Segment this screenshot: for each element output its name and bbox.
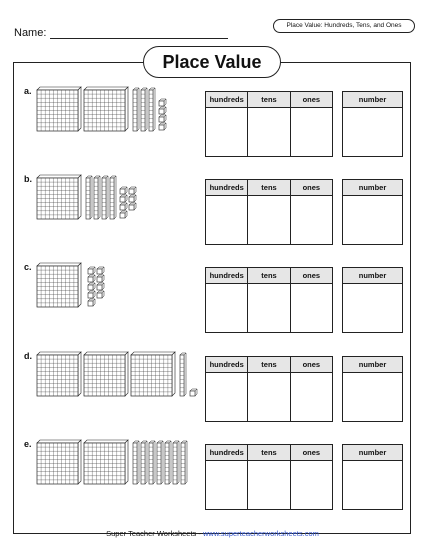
tens-rod [181,441,187,484]
hundreds-header: hundreds [206,357,247,373]
ones-cube [97,275,104,282]
column-ones [290,180,332,244]
hundreds-answer-cell[interactable] [206,196,247,244]
hundreds-block [84,352,128,396]
base-ten-blocks [35,351,200,411]
ones-cube [129,195,136,202]
number-box [342,179,403,245]
tens-rod [133,88,139,131]
column-tens [247,92,289,156]
column-hundreds [206,357,247,421]
ones-cube [159,123,166,130]
number-answer-cell[interactable] [343,108,402,156]
problem-label: d. [24,351,32,361]
tens-answer-cell[interactable] [248,461,289,509]
problem-label: e. [24,439,32,449]
tens-rod [141,88,147,131]
footer [0,529,425,538]
hundreds-answer-cell[interactable] [206,284,247,332]
column-hundreds [206,92,247,156]
tens-header: tens [248,445,289,461]
tens-rod [165,441,171,484]
topic-tag: Place Value: Hundreds, Tens, and Ones [273,19,415,33]
column-hundreds [206,268,247,332]
number-box [342,356,403,422]
column-ones [290,357,332,421]
ones-cube [97,291,104,298]
tens-header: tens [248,268,289,284]
column-ones [290,92,332,156]
hundreds-block [37,263,81,307]
ones-cube [88,267,95,274]
hundreds-answer-cell[interactable] [206,461,247,509]
hundreds-header: hundreds [206,445,247,461]
hundreds-answer-cell[interactable] [206,108,247,156]
footer-separator: - [196,529,203,538]
number-answer-cell[interactable] [343,461,402,509]
column-tens [247,268,289,332]
column-tens [247,357,289,421]
tens-answer-cell[interactable] [248,373,289,421]
hundreds-block [84,440,128,484]
number-answer-cell[interactable] [343,196,402,244]
column-tens [247,180,289,244]
tens-rod [180,353,186,396]
place-value-table [205,444,333,510]
ones-cube [88,283,95,290]
base-ten-blocks [35,439,200,499]
tens-rod [141,441,147,484]
column-hundreds [206,180,247,244]
ones-cube [129,203,136,210]
hundreds-answer-cell[interactable] [206,373,247,421]
ones-cube [120,211,127,218]
tens-answer-cell[interactable] [248,108,289,156]
tens-header: tens [248,92,289,108]
ones-cube [190,389,197,396]
tens-rod [173,441,179,484]
problem-label: a. [24,86,32,96]
number-header: number [343,268,402,284]
problem-label: b. [24,174,32,184]
tens-rod [157,441,163,484]
place-value-table [205,179,333,245]
ones-cube [159,99,166,106]
problem-label: c. [24,262,32,272]
ones-cube [159,107,166,114]
hundreds-block [37,352,81,396]
place-value-table [205,267,333,333]
number-header: number [343,357,402,373]
ones-answer-cell[interactable] [291,461,332,509]
number-answer-cell[interactable] [343,284,402,332]
hundreds-block [84,87,128,131]
name-label: Name: [14,27,47,39]
column-ones [290,268,332,332]
number-box [342,91,403,157]
tens-rod [133,441,139,484]
tens-rod [149,441,155,484]
tens-header: tens [248,357,289,373]
ones-cube [129,187,136,194]
tens-header: tens [248,180,289,196]
tens-rod [110,176,116,219]
number-box [342,444,403,510]
tens-rod [102,176,108,219]
hundreds-block [37,175,81,219]
ones-answer-cell[interactable] [291,196,332,244]
column-ones [290,445,332,509]
place-value-table [205,356,333,422]
ones-cube [97,283,104,290]
tens-answer-cell[interactable] [248,196,289,244]
base-ten-blocks [35,86,200,146]
number-box [342,267,403,333]
number-header: number [343,92,402,108]
hundreds-block [37,87,81,131]
tens-rod [94,176,100,219]
ones-answer-cell[interactable] [291,284,332,332]
ones-cube [97,267,104,274]
ones-cube [120,203,127,210]
number-answer-cell[interactable] [343,373,402,421]
column-hundreds [206,445,247,509]
tens-answer-cell[interactable] [248,284,289,332]
base-ten-blocks [35,262,200,322]
ones-cube [120,195,127,202]
tens-rod [149,88,155,131]
name-line [50,38,228,39]
hundreds-header: hundreds [206,180,247,196]
place-value-table [205,91,333,157]
hundreds-block [37,440,81,484]
ones-cube [88,299,95,306]
ones-cube [88,275,95,282]
ones-cube [88,291,95,298]
ones-header: ones [291,357,332,373]
footer-url: www.superteacherworksheets.com [202,529,319,538]
hundreds-header: hundreds [206,92,247,108]
hundreds-block [131,352,175,396]
base-ten-blocks [35,174,200,234]
tens-rod [86,176,92,219]
ones-header: ones [291,92,332,108]
ones-header: ones [291,180,332,196]
ones-answer-cell[interactable] [291,373,332,421]
ones-header: ones [291,268,332,284]
column-tens [247,445,289,509]
ones-header: ones [291,445,332,461]
ones-cube [159,115,166,122]
number-header: number [343,445,402,461]
page-title: Place Value [143,46,281,78]
ones-cube [120,187,127,194]
footer-brand: Super Teacher Worksheets [106,529,197,538]
hundreds-header: hundreds [206,268,247,284]
number-header: number [343,180,402,196]
ones-answer-cell[interactable] [291,108,332,156]
